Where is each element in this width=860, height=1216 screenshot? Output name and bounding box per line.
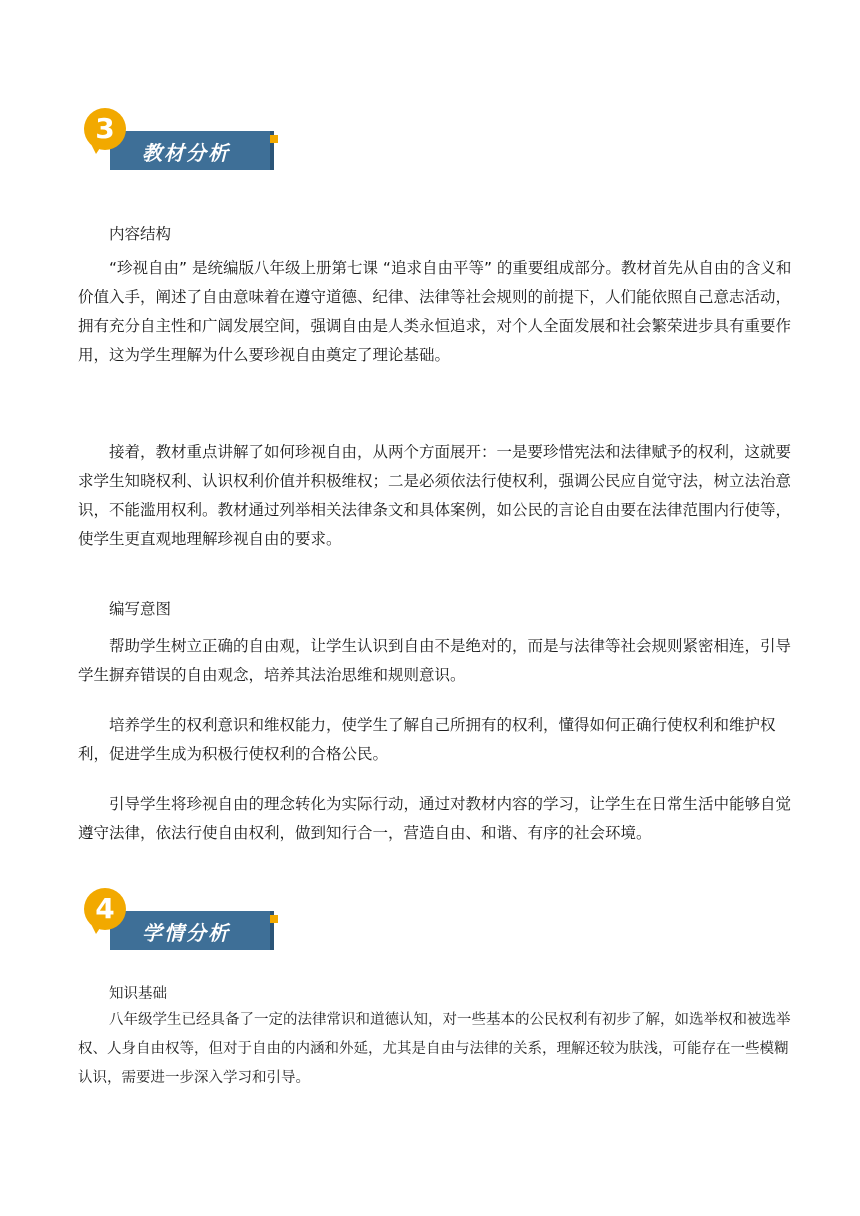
section-3-banner xyxy=(84,108,284,170)
section-number: 4 xyxy=(95,892,115,925)
paragraph-intent-2: 培养学生的权利意识和维权能力，使学生了解自己所拥有的权利，懂得如何正确行使权利和维护权利，促进学生成为积极行使权利的合格公民。 xyxy=(78,716,776,763)
banner-accent-square xyxy=(270,915,278,923)
heading-content-structure: 内容结构 xyxy=(109,225,172,243)
section-title: 学情分析 xyxy=(142,921,230,945)
banner-accent-square xyxy=(270,135,278,143)
paragraph-structure-1: “珍视自由” 是统编版八年级上册第七课 “追求自由平等” 的重要组成部分。教材首先从自由的含义和价值入手，阐述了自由意味着在遵守道德、纪律、法律等社会规则的前提下，人们能依照自己意志活动，拥有充分自主性和广阔发展空间，强调自由是人类永恒追求，对个人全面发展和社会繁荣进步具有重要作用，这为学生理解为什么要珍视自由奠定了理论基础。 xyxy=(78,259,792,364)
paragraph-knowledge-base: 八年级学生已经具备了一定的法律常识和道德认知，对一些基本的公民权利有初步了解，如选举权和被选举权、人身自由权等，但对于自由的内涵和外延，尤其是自由与法律的关系，理解还较为肤浅，可能存在一些模糊认识，需要进一步深入学习和引导。 xyxy=(78,1012,791,1086)
section-number: 3 xyxy=(95,112,115,145)
paragraph-intent-1: 帮助学生树立正确的自由观，让学生认识到自由不是绝对的，而是与法律等社会规则紧密相连，引导学生摒弃错误的自由观念，培养其法治思维和规则意识。 xyxy=(78,637,792,684)
heading-writing-intent: 编写意图 xyxy=(109,600,172,618)
paragraph-structure-2: 接着，教材重点讲解了如何珍视自由，从两个方面展开：一是要珍惜宪法和法律赋予的权利，这就要求学生知晓权利、认识权利价值并积极维权；二是必须依法行使权利，强调公民应自觉守法，树立法治意识，不能滥用权利。教材通过列举相关法律条文和具体案例，如公民的言论自由要在法律范围内行使等，使学生更直观地理解珍视自由的要求。 xyxy=(78,443,792,548)
section-4-banner xyxy=(84,888,284,950)
section-title: 教材分析 xyxy=(142,141,230,165)
paragraph-intent-3: 引导学生将珍视自由的理念转化为实际行动，通过对教材内容的学习，让学生在日常生活中能够自觉遵守法律，依法行使自由权利，做到知行合一，营造自由、和谐、有序的社会环境。 xyxy=(78,795,792,842)
heading-knowledge-base: 知识基础 xyxy=(109,986,167,1002)
